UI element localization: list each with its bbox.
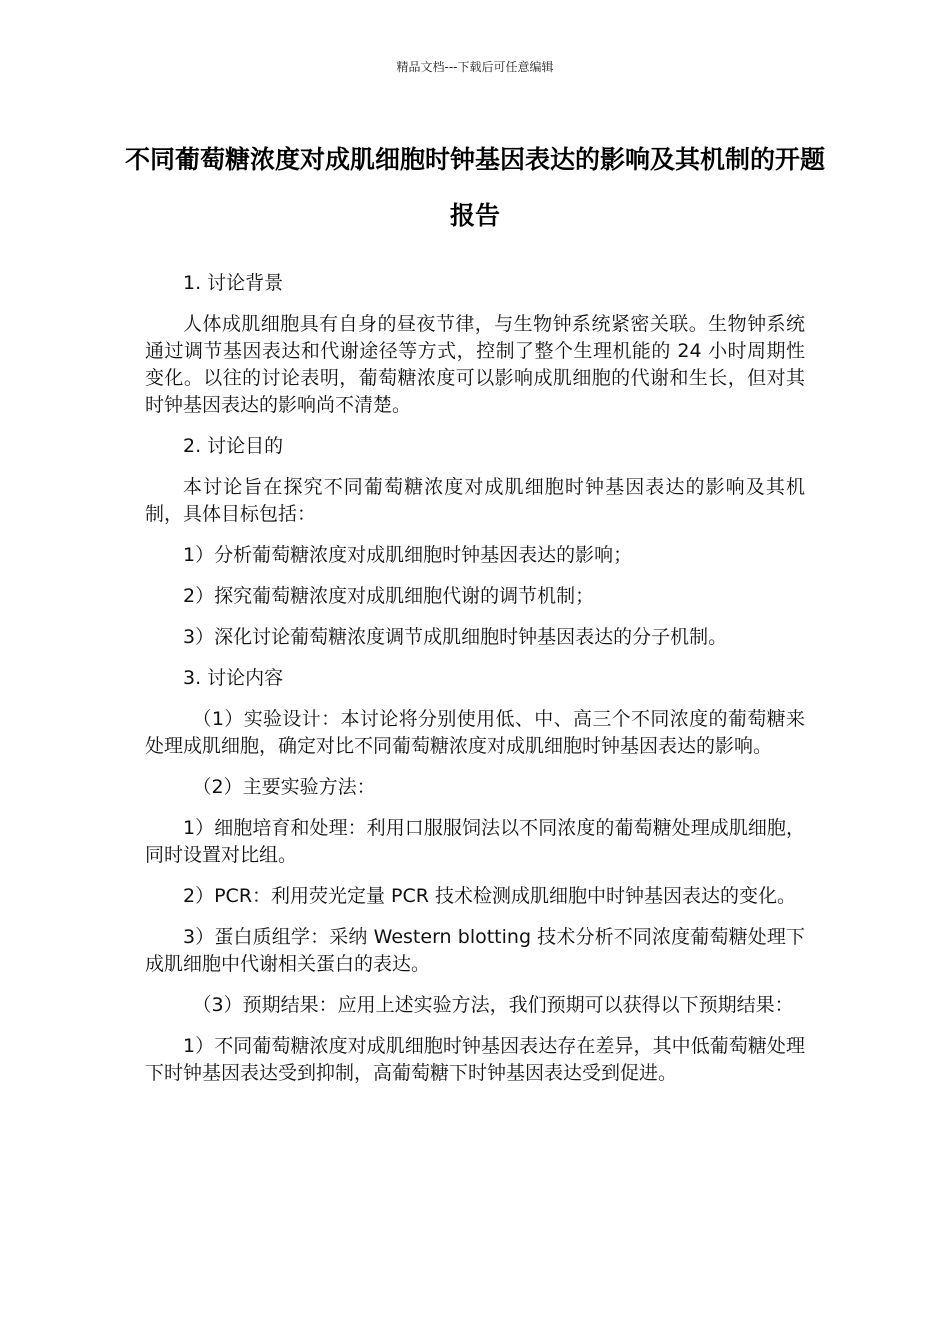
goal-item-3: 3）深化讨论葡萄糖浓度调节成肌细胞时钟基因表达的分子机制。 — [183, 626, 728, 648]
goal-item-1: 1）分析葡萄糖浓度对成肌细胞时钟基因表达的影响； — [183, 544, 633, 566]
header-note: 精品文档---下载后可任意编辑 — [396, 60, 554, 74]
section-1-paragraph: 人体成肌细胞具有自身的昼夜节律，与生物钟系统紧密关联。生物钟系统通过调节基因表达和代谢途径等方式，控制了整个生理机能的 24 小时周期性变化。以往的讨论表明，葡萄糖浓度可以影响成肌细胞的代谢和生长，但对其时钟基因表达的影响尚不清楚。 — [145, 313, 805, 416]
expected-results-paragraph: （3）预期结果：应用上述实验方法，我们预期可以获得以下预期结果： — [192, 994, 794, 1016]
experiment-design-paragraph: （1）实验设计：本讨论将分别使用低、中、高三个不同浓度的葡萄糖来处理成肌细胞，确定对比不同葡萄糖浓度对成肌细胞时钟基因表达的影响。 — [145, 708, 805, 757]
result-item-1: 1）不同葡萄糖浓度对成肌细胞时钟基因表达存在差异，其中低葡萄糖处理下时钟基因表达受到抑制，高葡萄糖下时钟基因表达受到促进。 — [145, 1035, 805, 1084]
document-title: 不同葡萄糖浓度对成肌细胞时钟基因表达的影响及其机制的开题报告 — [124, 145, 825, 230]
section-3-heading: 3. 讨论内容 — [183, 667, 284, 689]
method-item-2: 2）PCR：利用荧光定量 PCR 技术检测成肌细胞中时钟基因表达的变化。 — [183, 885, 797, 907]
section-2-heading: 2. 讨论目的 — [183, 435, 284, 457]
document-body — [145, 270, 805, 1101]
section-1-heading: 1. 讨论背景 — [183, 272, 284, 294]
goal-item-2: 2）探究葡萄糖浓度对成肌细胞代谢的调节机制； — [183, 585, 595, 607]
method-item-1: 1）细胞培育和处理：利用口服服饲法以不同浓度的葡萄糖处理成肌细胞，同时设置对比组。 — [145, 817, 805, 866]
section-2-paragraph: 本讨论旨在探究不同葡萄糖浓度对成肌细胞时钟基因表达的影响及其机制，具体目标包括： — [145, 476, 805, 525]
methods-heading: （2）主要实验方法： — [192, 776, 376, 798]
method-item-3: 3）蛋白质组学：采纳 Western blotting 技术分析不同浓度葡萄糖处理下成肌细胞中代谢相关蛋白的表达。 — [145, 926, 805, 975]
